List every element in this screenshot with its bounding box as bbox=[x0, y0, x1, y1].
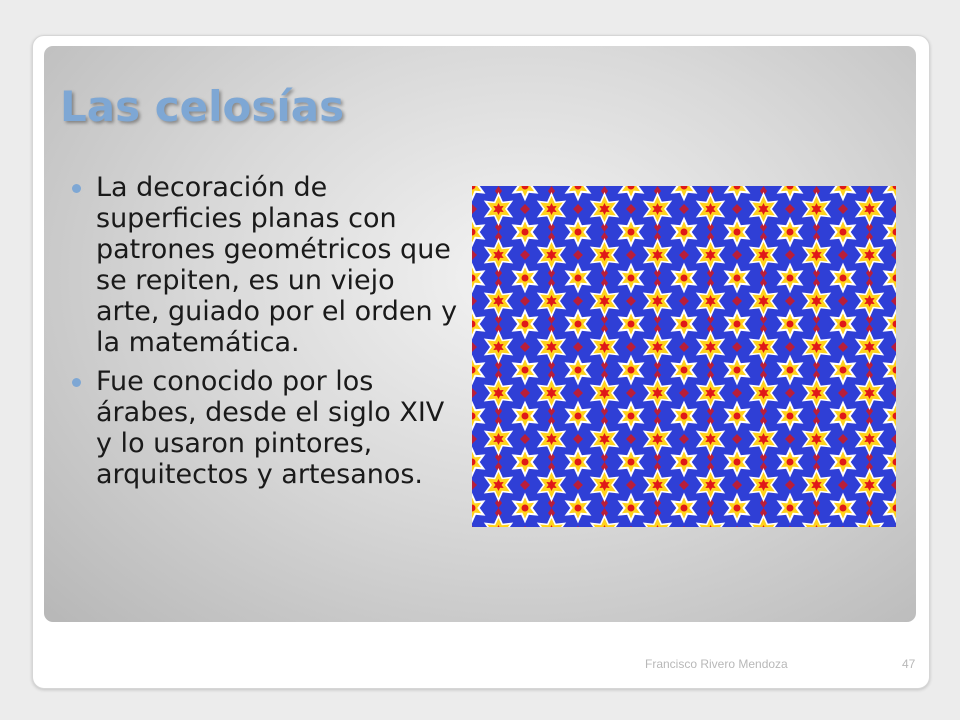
footer-author: Francisco Rivero Mendoza bbox=[645, 657, 788, 671]
bullet-list bbox=[72, 172, 464, 498]
bullet-item bbox=[72, 172, 464, 358]
bullet-dot-icon bbox=[72, 378, 81, 387]
celosia-pattern-image bbox=[472, 186, 896, 527]
bullet-text: Fue conocido por los árabes, desde el siglo XIV y lo usaron pintores, arquitectos y artesanos. bbox=[96, 366, 445, 490]
bullet-text: La decoración de superficies planas con patrones geométricos que se repiten, es un viejo arte, guiado por el orden y la matemática. bbox=[96, 172, 458, 358]
page-number: 47 bbox=[902, 657, 916, 671]
bullet-dot-icon bbox=[72, 184, 81, 193]
bullet-item bbox=[72, 366, 464, 490]
slide-title: Las celosías bbox=[60, 82, 345, 131]
